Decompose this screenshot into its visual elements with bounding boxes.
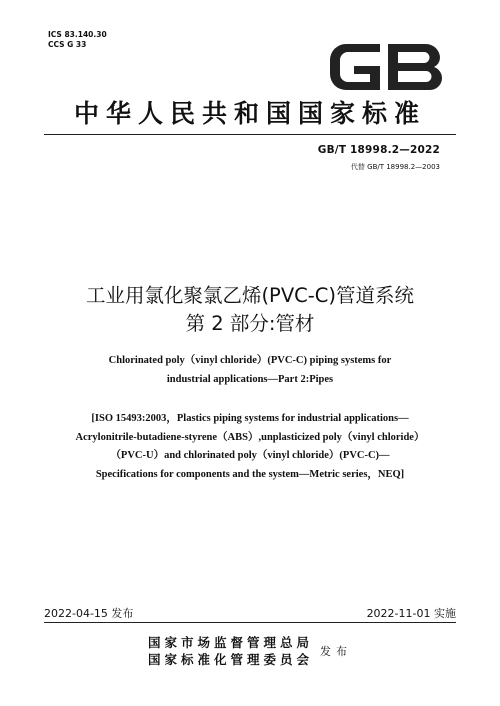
issue-date: 2022-04-15 发布 (44, 607, 134, 620)
implementation-date: 2022-11-01 实施 (366, 607, 456, 620)
reference-line4: Specifications for components and the system—Metric series，NEQ] (95, 468, 405, 480)
standard-number: GB/T 18998.2—2022 (317, 144, 440, 156)
title-english-line1: Chlorinated poly（vinyl chloride）(PVC-C) piping systems for (108, 355, 392, 366)
classification-codes (48, 30, 107, 50)
issuer-samr: 国家市场监督管理总局 (148, 635, 314, 650)
gb-logo-icon (326, 40, 448, 94)
reference-line3: （PVC-U）and chlorinated poly（vinyl chloride）(PVC-C)— (110, 450, 390, 461)
standard-name: 中华人民共和国国家标准 (73, 99, 426, 128)
title-english-line2: industrial applications—Part 2:Pipes (166, 374, 334, 385)
title-chinese-line1: 工业用氯化聚氯乙烯(PVC-C)管道系统 (85, 284, 415, 307)
reference-line1: [ISO 15493:2003，Plastics piping systems for industrial applications— (91, 413, 409, 424)
reference-line2: Acrylonitrile-butadiene-styrene（ABS）,unplasticized poly（vinyl chloride） (75, 431, 425, 443)
issuer-sac: 国家标准化管理委员会 (148, 652, 314, 667)
header-divider (44, 134, 456, 135)
title-english (40, 351, 460, 389)
ccs-code: CCS G 33 (48, 40, 87, 49)
publish-label: 发布 (320, 645, 352, 658)
title-chinese-line2: 第 2 部分:管材 (185, 312, 315, 335)
issuing-authorities (148, 634, 313, 668)
reference-standard (30, 410, 470, 484)
replaces-standard: 代替 GB/T 18998.2—2003 (350, 163, 440, 171)
ics-code: ICS 83.140.30 (48, 30, 107, 39)
footer-divider (44, 622, 456, 623)
